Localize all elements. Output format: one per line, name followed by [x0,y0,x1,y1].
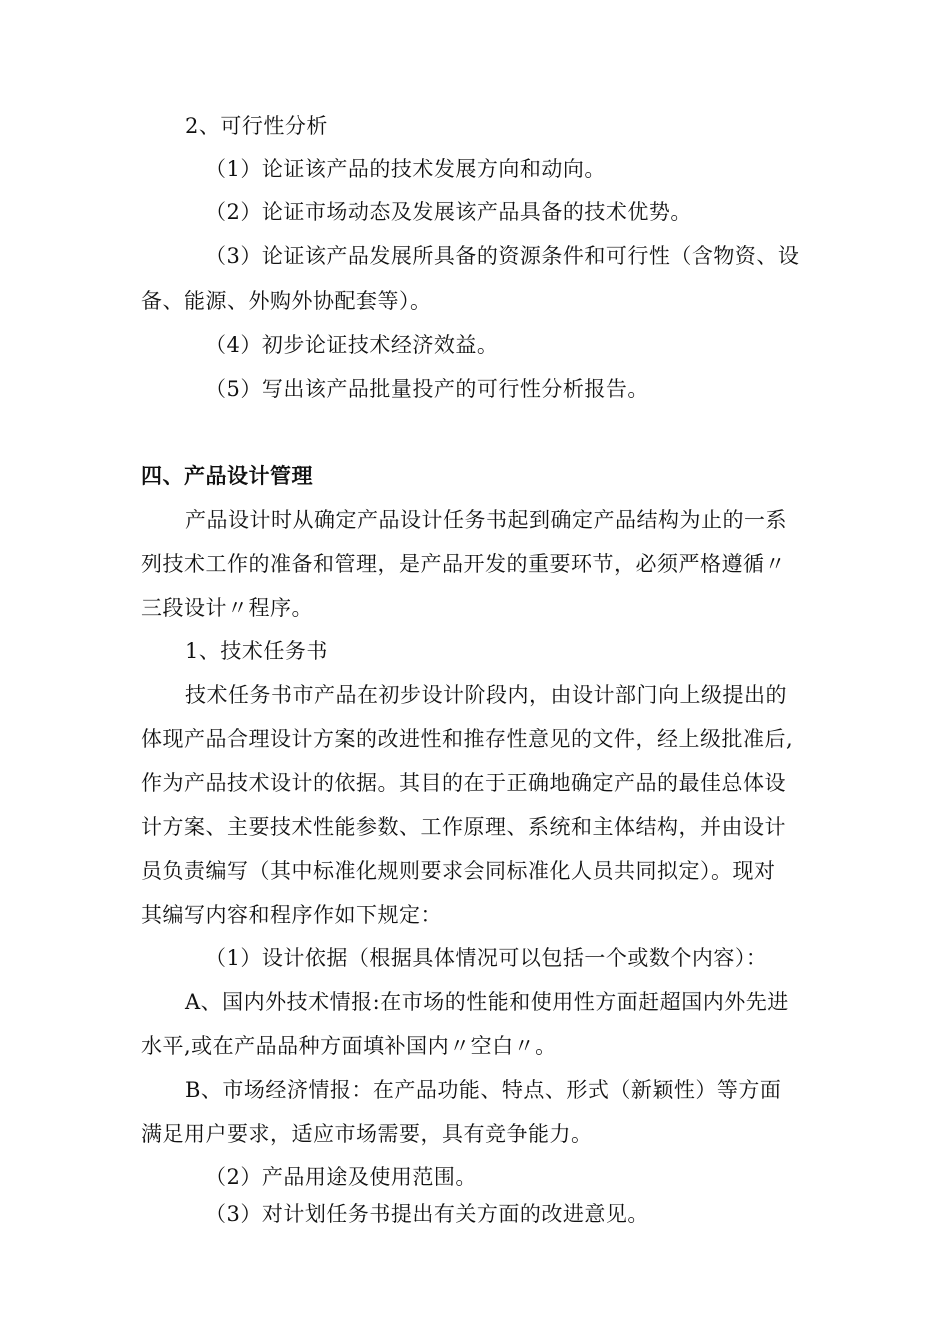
design-item-1: （1）设计依据（根据具体情况可以包括一个或数个内容）： [205,946,768,970]
design-item-a: A、国内外技术情报:在市场的性能和使用性方面赶超国内外先进 [185,990,789,1014]
feasibility-item-2: （2）论证市场动态及发展该产品具备的技术优势。 [205,200,692,224]
feasibility-item-4: （4）初步论证技术经济效益。 [205,333,499,357]
task-book-title: 1、技术任务书 [185,639,328,663]
feasibility-title: 2、可行性分析 [185,114,328,138]
design-item-2: （2）产品用途及使用范围。 [205,1165,477,1189]
intro-line-2: 列技术工作的准备和管理，是产品开发的重要环节，必须严格遵循〃 [141,552,786,576]
feasibility-item-3-cont: 备、能源、外购外协配套等）。 [141,289,432,313]
body-line-2: 体现产品合理设计方案的改进性和推存性意见的文件，经上级批准后, [141,727,794,751]
body-line-3: 作为产品技术设计的依据。其目的在于正确地确定产品的最佳总体设 [141,771,786,795]
intro-line-3: 三段设计〃程序。 [141,596,313,620]
feasibility-item-3: （3）论证该产品发展所具备的资源条件和可行性（含物资、设 [205,244,800,268]
design-item-a-cont: 水平,或在产品品种方面填补国内〃空白〃。 [141,1034,557,1058]
design-item-b: B、市场经济情报：在产品功能、特点、形式（新颖性）等方面 [185,1078,782,1102]
feasibility-item-5: （5）写出该产品批量投产的可行性分析报告。 [205,377,649,401]
design-item-3: （3）对计划任务书提出有关方面的改进意见。 [205,1202,649,1226]
intro-line-1: 产品设计时从确定产品设计任务书起到确定产品结构为止的一系 [185,508,787,532]
body-line-5: 员负责编写（其中标准化规则要求会同标准化人员共同拟定）。现对 [141,859,776,883]
feasibility-item-1: （1）论证该产品的技术发展方向和动向。 [205,157,606,181]
body-line-1: 技术任务书市产品在初步设计阶段内，由设计部门向上级提出的 [185,683,787,707]
design-item-b-cont: 满足用户要求，适应市场需要，具有竞争能力。 [141,1122,593,1146]
section-heading: 四、产品设计管理 [141,464,313,488]
body-line-6: 其编写内容和程序作如下规定： [141,903,442,927]
body-line-4: 计方案、主要技术性能参数、工作原理、系统和主体结构，并由设计 [141,815,786,839]
